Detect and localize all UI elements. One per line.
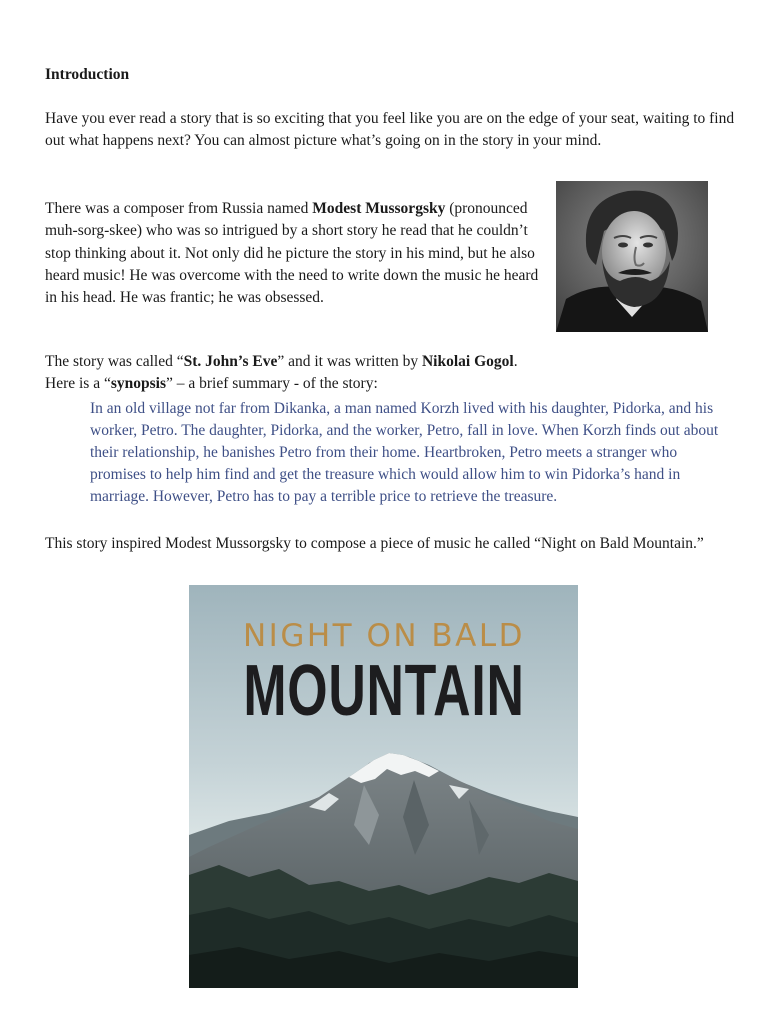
- story-paragraph: [45, 351, 735, 396]
- poster-title-line2: MOUNTAIN: [243, 651, 525, 731]
- intro-paragraph: Have you ever read a story that is so exciting that you feel like you are on the edge of your seat, waiting to find out what happens next? You can almost picture what’s going on in the story in your mind.: [45, 110, 735, 150]
- section-heading: Introduction: [45, 66, 130, 83]
- composer-text-after: (pronounced muh-sorg-skee) who was so intrigued by a short story he read that he couldn’t stop thinking about it. Not only did he picture the story in his mind, but he also heard music! He was overcome with the need to write down the music he heard in his head. He was frantic; he was obsessed.: [45, 200, 539, 307]
- story-title: St. John’s Eve: [183, 353, 278, 370]
- composer-paragraph: [45, 198, 550, 309]
- story-author: Nikolai Gogol: [421, 353, 514, 370]
- synopsis-intro-before: Here is a “: [45, 375, 111, 393]
- poster-title-line1: NIGHT ON BALD: [242, 618, 525, 654]
- story-text-before: The story was called “: [45, 353, 184, 370]
- composer-portrait: [556, 181, 708, 332]
- synopsis-intro-after: ” – a brief summary - of the story:: [166, 375, 378, 393]
- story-text-end: .: [513, 353, 518, 370]
- synopsis-term: synopsis: [110, 375, 166, 393]
- synopsis-text: In an old village not far from Dikanka, a man named Korzh lived with his daughter, Pidorka, and his worker, Petro. The daughter, Pidorka, and the worker, Petro, fall in love. When Korzh finds out about their relationship, he banishes Petro from their home. Heartbroken, Petro meets a stranger who promises to help him find and get the treasure which would allow him to win Pidorka’s hand in marriage. However, Petro has to pay a terrible price to retrieve the treasure.: [90, 400, 719, 506]
- composer-name: Modest Mussorgsky: [312, 200, 446, 217]
- inspiration-paragraph: This story inspired Modest Mussorgsky to compose a piece of music he called “Night on Bald Mountain.”: [45, 535, 704, 552]
- story-text-middle: ” and it was written by: [277, 353, 422, 370]
- composer-text-before: There was a composer from Russia named: [45, 200, 313, 217]
